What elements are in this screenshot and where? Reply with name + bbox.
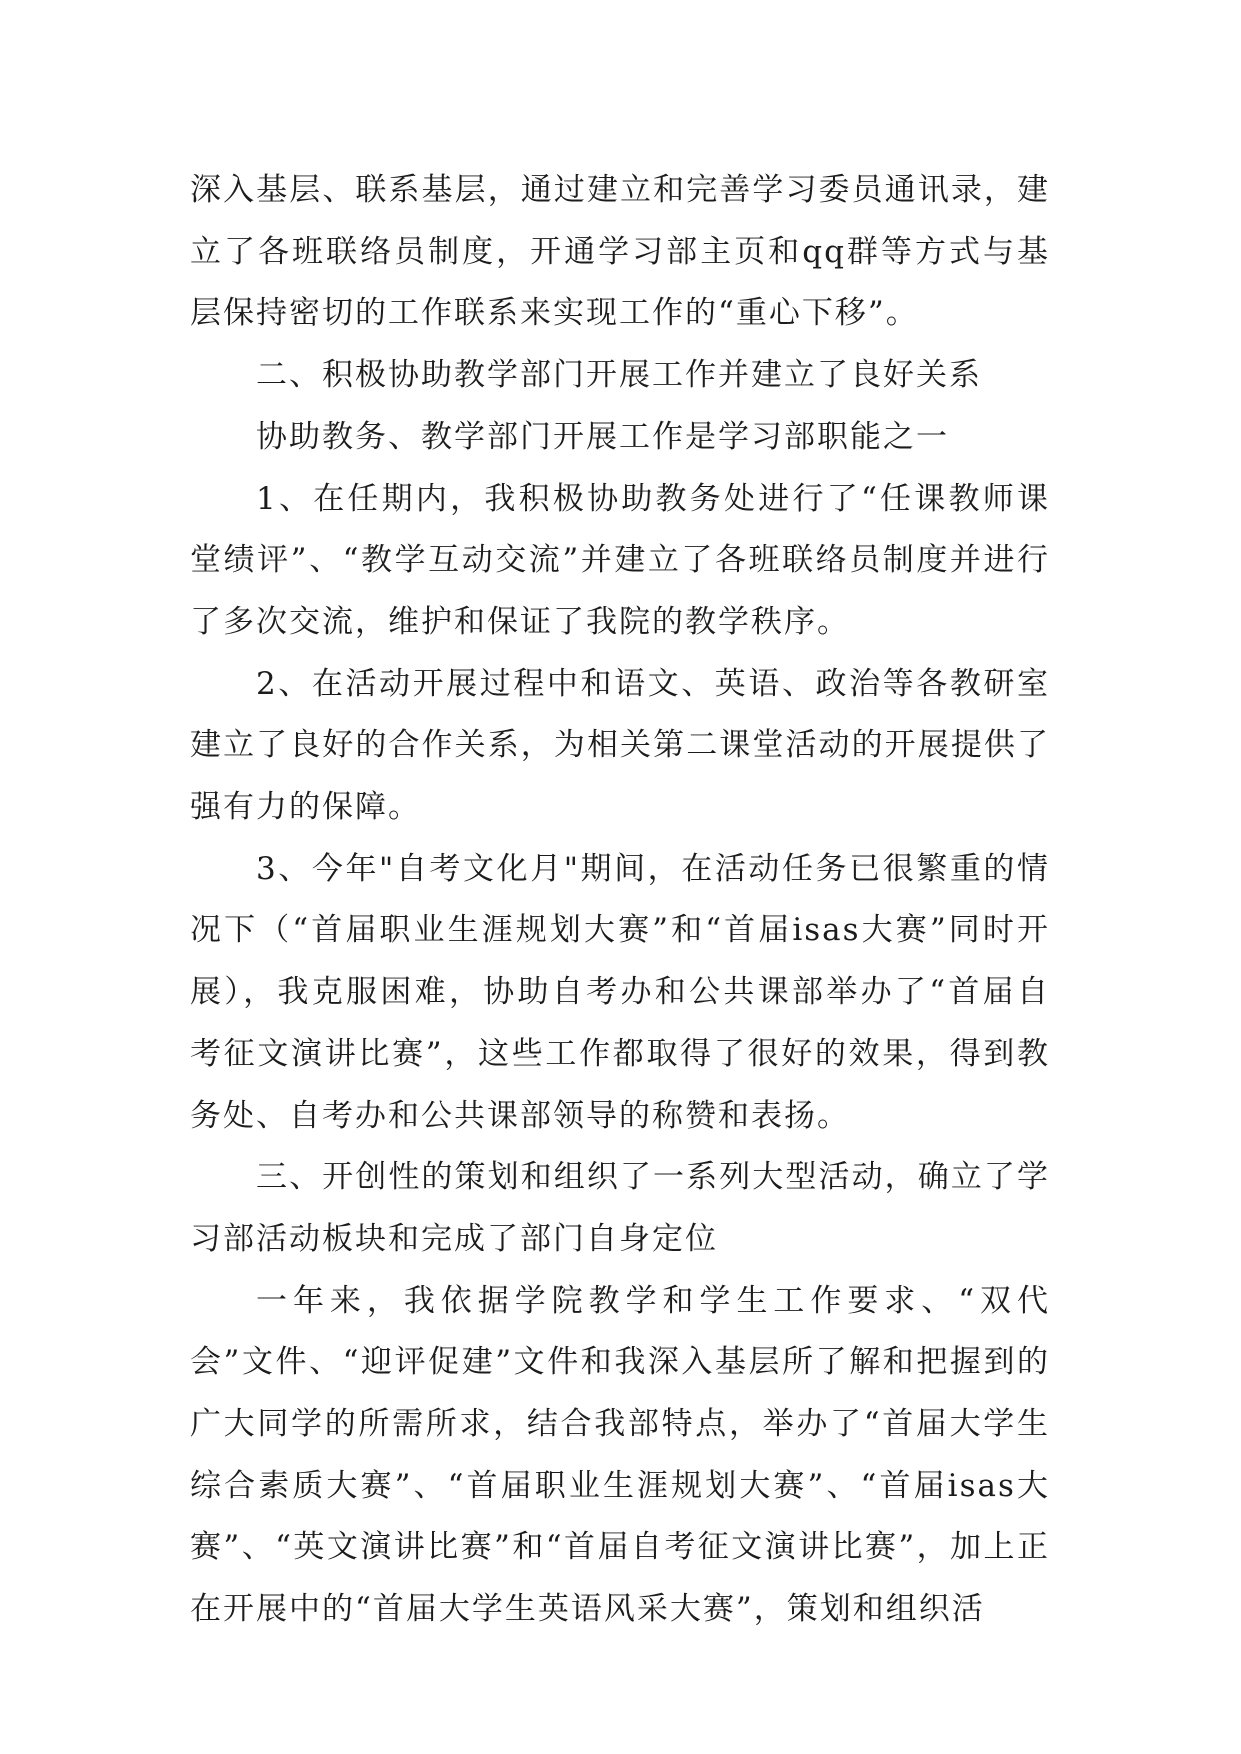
section-heading-2: 二、积极协助教学部门开展工作并建立了良好关系: [256, 357, 982, 394]
paragraph-item-3: 3、今年"自考文化月"期间，在活动任务已很繁重的情况下（“首届职业生涯规划大赛”和“首届isas大赛”同时开展），我克服困难，协助自考办和公共课部举办了“首届自考征文演讲比赛”，这些工作都取得了很好的效果，得到教务处、自考办和公共课部领导的称赞和表扬。: [190, 850, 1050, 1134]
paragraph-activities: 一年来，我依据学院教学和学生工作要求、“双代会”文件、“迎评促建”文件和我深入基层所了解和把握到的广大同学的所需所求，结合我部特点，举办了“首届大学生综合素质大赛”、“首届职业生涯规划大赛”、“首届isas大赛”、“英文演讲比赛”和“首届自考征文演讲比赛”，加上正在开展中的“首届大学生英语风采大赛”，策划和组织活: [190, 1282, 1050, 1628]
paragraph-intro: 协助教务、教学部门开展工作是学习部职能之一: [256, 418, 949, 455]
paragraph-continuation: 深入基层、联系基层，通过建立和完善学习委员通讯录，建立了各班联络员制度，开通学习部主页和qq群等方式与基层保持密切的工作联系来实现工作的“重心下移”。: [190, 172, 1050, 332]
paragraph-item-1: 1、在任期内，我积极协助教务处进行了“任课教师课堂绩评”、“教学互动交流”并建立了各班联络员制度并进行了多次交流，维护和保证了我院的教学秩序。: [190, 480, 1050, 640]
paragraph-item-2: 2、在活动开展过程中和语文、英语、政治等各教研室建立了良好的合作关系，为相关第二课堂活动的开展提供了强有力的保障。: [190, 665, 1050, 826]
section-heading-3: 三、开创性的策划和组织了一系列大型活动，确立了学习部活动板块和完成了部门自身定位: [190, 1159, 1050, 1257]
document-body: [190, 160, 1050, 1641]
